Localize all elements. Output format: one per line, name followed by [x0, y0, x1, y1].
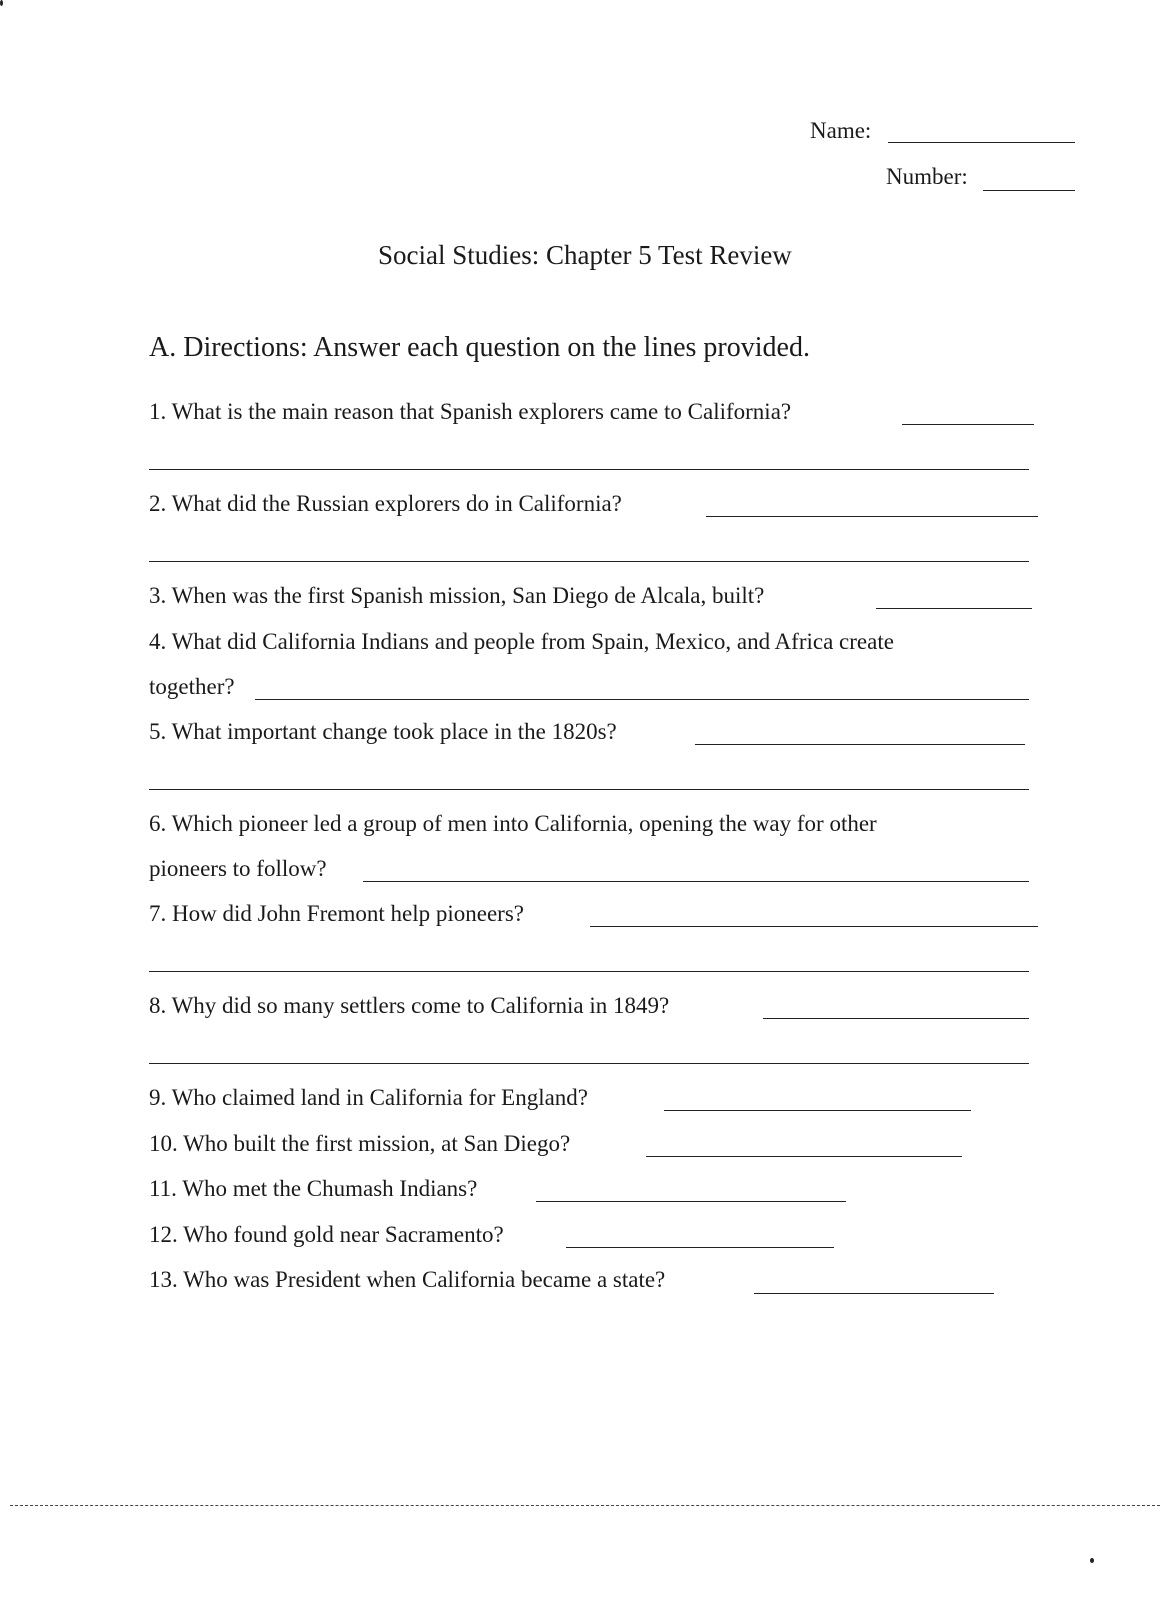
question-6: 6. Which pioneer led a group of men into California, opening the way for other	[149, 811, 877, 836]
question-10: 10. Who built the first mission, at San Diego?	[149, 1131, 571, 1156]
question-8: 8. Why did so many settlers come to California in 1849?	[149, 993, 670, 1018]
answer-5-blank[interactable]	[695, 744, 1025, 745]
section-a-directions: A. Directions: Answer each question on the lines provided.	[149, 332, 810, 363]
number-field[interactable]	[983, 190, 1075, 191]
answer-4-blank[interactable]	[255, 699, 1029, 700]
page-title: Social Studies: Chapter 5 Test Review	[378, 240, 792, 270]
scan-speck	[0, 0, 3, 6]
scan-speck	[1090, 1558, 1094, 1563]
answer-10-blank[interactable]	[646, 1156, 962, 1157]
answer-12-blank[interactable]	[566, 1247, 834, 1248]
question-12: 12. Who found gold near Sacramento?	[149, 1222, 504, 1247]
name-label: Name:	[810, 118, 872, 143]
answer-1-blank[interactable]	[902, 424, 1034, 425]
answer-7-blank[interactable]	[590, 926, 1038, 927]
answer-9-blank[interactable]	[664, 1110, 971, 1111]
answer-13-blank[interactable]	[754, 1293, 994, 1294]
answer-2-blank[interactable]	[706, 516, 1038, 517]
name-field[interactable]	[888, 142, 1075, 143]
question-9: 9. Who claimed land in California for England?	[149, 1085, 588, 1110]
question-11: 11. Who met the Chumash Indians?	[149, 1176, 478, 1201]
question-1: 1. What is the main reason that Spanish explorers came to California?	[149, 399, 792, 424]
answer-8-line[interactable]	[149, 1063, 1029, 1064]
question-13: 13. Who was President when California became a state?	[149, 1267, 666, 1292]
answer-1-line[interactable]	[149, 469, 1029, 470]
answer-11-blank[interactable]	[536, 1201, 846, 1202]
question-5: 5. What important change took place in the 1820s?	[149, 719, 617, 744]
question-6-cont: pioneers to follow?	[149, 856, 327, 881]
question-2: 2. What did the Russian explorers do in California?	[149, 491, 622, 516]
question-3: 3. When was the first Spanish mission, San Diego de Alcala, built?	[149, 583, 765, 608]
answer-5-line[interactable]	[149, 789, 1029, 790]
scan-edge-line	[10, 1505, 1160, 1506]
answer-7-line[interactable]	[149, 971, 1029, 972]
answer-8-blank[interactable]	[763, 1018, 1029, 1019]
question-4-cont: together?	[149, 674, 235, 699]
question-7: 7. How did John Fremont help pioneers?	[149, 901, 524, 926]
number-label: Number:	[886, 164, 968, 189]
answer-6-blank[interactable]	[363, 881, 1029, 882]
answer-3-blank[interactable]	[876, 608, 1032, 609]
answer-2-line[interactable]	[149, 561, 1029, 562]
question-4: 4. What did California Indians and people from Spain, Mexico, and Africa create	[149, 629, 894, 654]
